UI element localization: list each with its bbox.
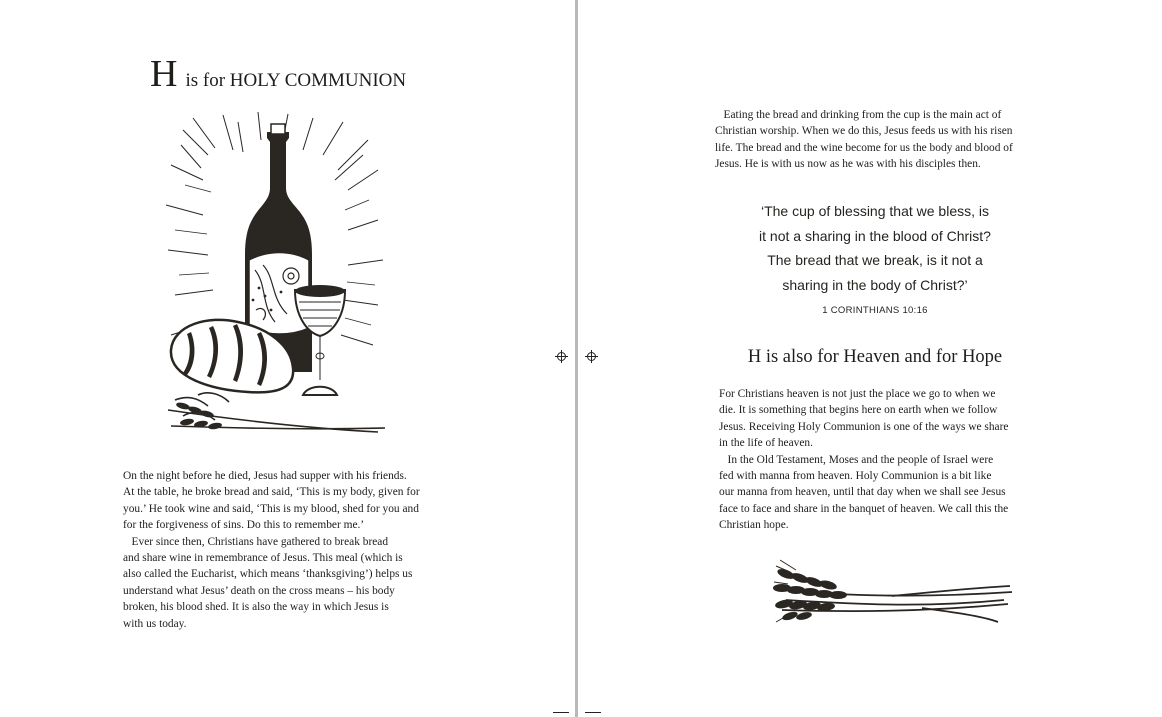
text-line: in the life of heaven. <box>719 437 813 450</box>
title-initial: H <box>150 53 178 95</box>
scripture-quote <box>705 199 1045 297</box>
quote-line: sharing in the body of Christ?’ <box>782 276 968 293</box>
text-line: Christian hope. <box>719 519 789 532</box>
registration-mark-icon <box>585 350 598 363</box>
right-body-text <box>719 386 1008 534</box>
text-line: Jesus. He is with us now as he was with his disciples then. <box>715 158 981 171</box>
text-line: For Christians heaven is not just the place we go to when we <box>719 388 996 400</box>
quote-line: ‘The cup of blessing that we bless, is <box>760 203 989 219</box>
crop-mark <box>585 712 601 713</box>
text-line: understand what Jesus’ death on the cross means – his body <box>123 584 395 597</box>
text-line: and share wine in remembrance of Jesus. This meal (which is <box>123 552 403 565</box>
crop-mark <box>553 712 569 713</box>
text-line: with us today. <box>123 617 187 630</box>
text-line: for the forgiveness of sins. Do this to remember me.’ <box>123 519 365 532</box>
right-intro-text <box>715 107 1013 173</box>
text-line: die. It is something that begins here on earth when we follow <box>719 404 998 417</box>
text-line: also called the Eucharist, which means ‘thanksgiving’) helps us <box>123 568 413 581</box>
wheat-sheaf-illustration <box>772 552 1016 628</box>
text-line: face to face and share in the banquet of heaven. We call this the <box>719 502 1009 515</box>
section-subheading: H is also for Heaven and for Hope <box>747 347 1003 367</box>
text-line: On the night before he died, Jesus had supper with his friends. <box>123 470 407 482</box>
quote-line: The bread that we break, is it not a <box>767 252 983 268</box>
page-title <box>150 52 406 96</box>
registration-mark-icon <box>555 350 568 363</box>
text-line: broken, his blood shed. It is also the way in which Jesus is <box>123 601 389 614</box>
text-line: our manna from heaven, until that day when we shall see Jesus <box>719 486 1006 499</box>
scripture-citation: 1 CORINTHIANS 10:16 <box>822 305 928 316</box>
page-gutter <box>575 0 578 717</box>
text-line: life. The bread and the wine become for us the body and blood of <box>715 141 1013 154</box>
text-line: fed with manna from heaven. Holy Communion is a bit like <box>719 470 992 483</box>
quote-line: it not a sharing in the blood of Christ? <box>759 227 991 244</box>
text-line: you.’ He took wine and said, ‘This is my blood, shed for you and <box>123 502 419 515</box>
text-line: Jesus. Receiving Holy Communion is one of the ways we share <box>719 420 1009 433</box>
text-line: Eating the bread and drinking from the cup is the main act of <box>715 109 1002 121</box>
text-line: At the table, he broke bread and said, ‘This is my body, given for <box>123 486 420 499</box>
wine-bread-illustration <box>163 110 389 445</box>
text-line: In the Old Testament, Moses and the people of Israel were <box>719 453 994 466</box>
text-line: Ever since then, Christians have gathered to break bread <box>123 535 389 548</box>
left-body-text <box>123 468 420 632</box>
title-text: is for HOLY COMMUNION <box>185 70 407 91</box>
text-line: Christian worship. When we do this, Jesus feeds us with his risen <box>715 125 1013 138</box>
